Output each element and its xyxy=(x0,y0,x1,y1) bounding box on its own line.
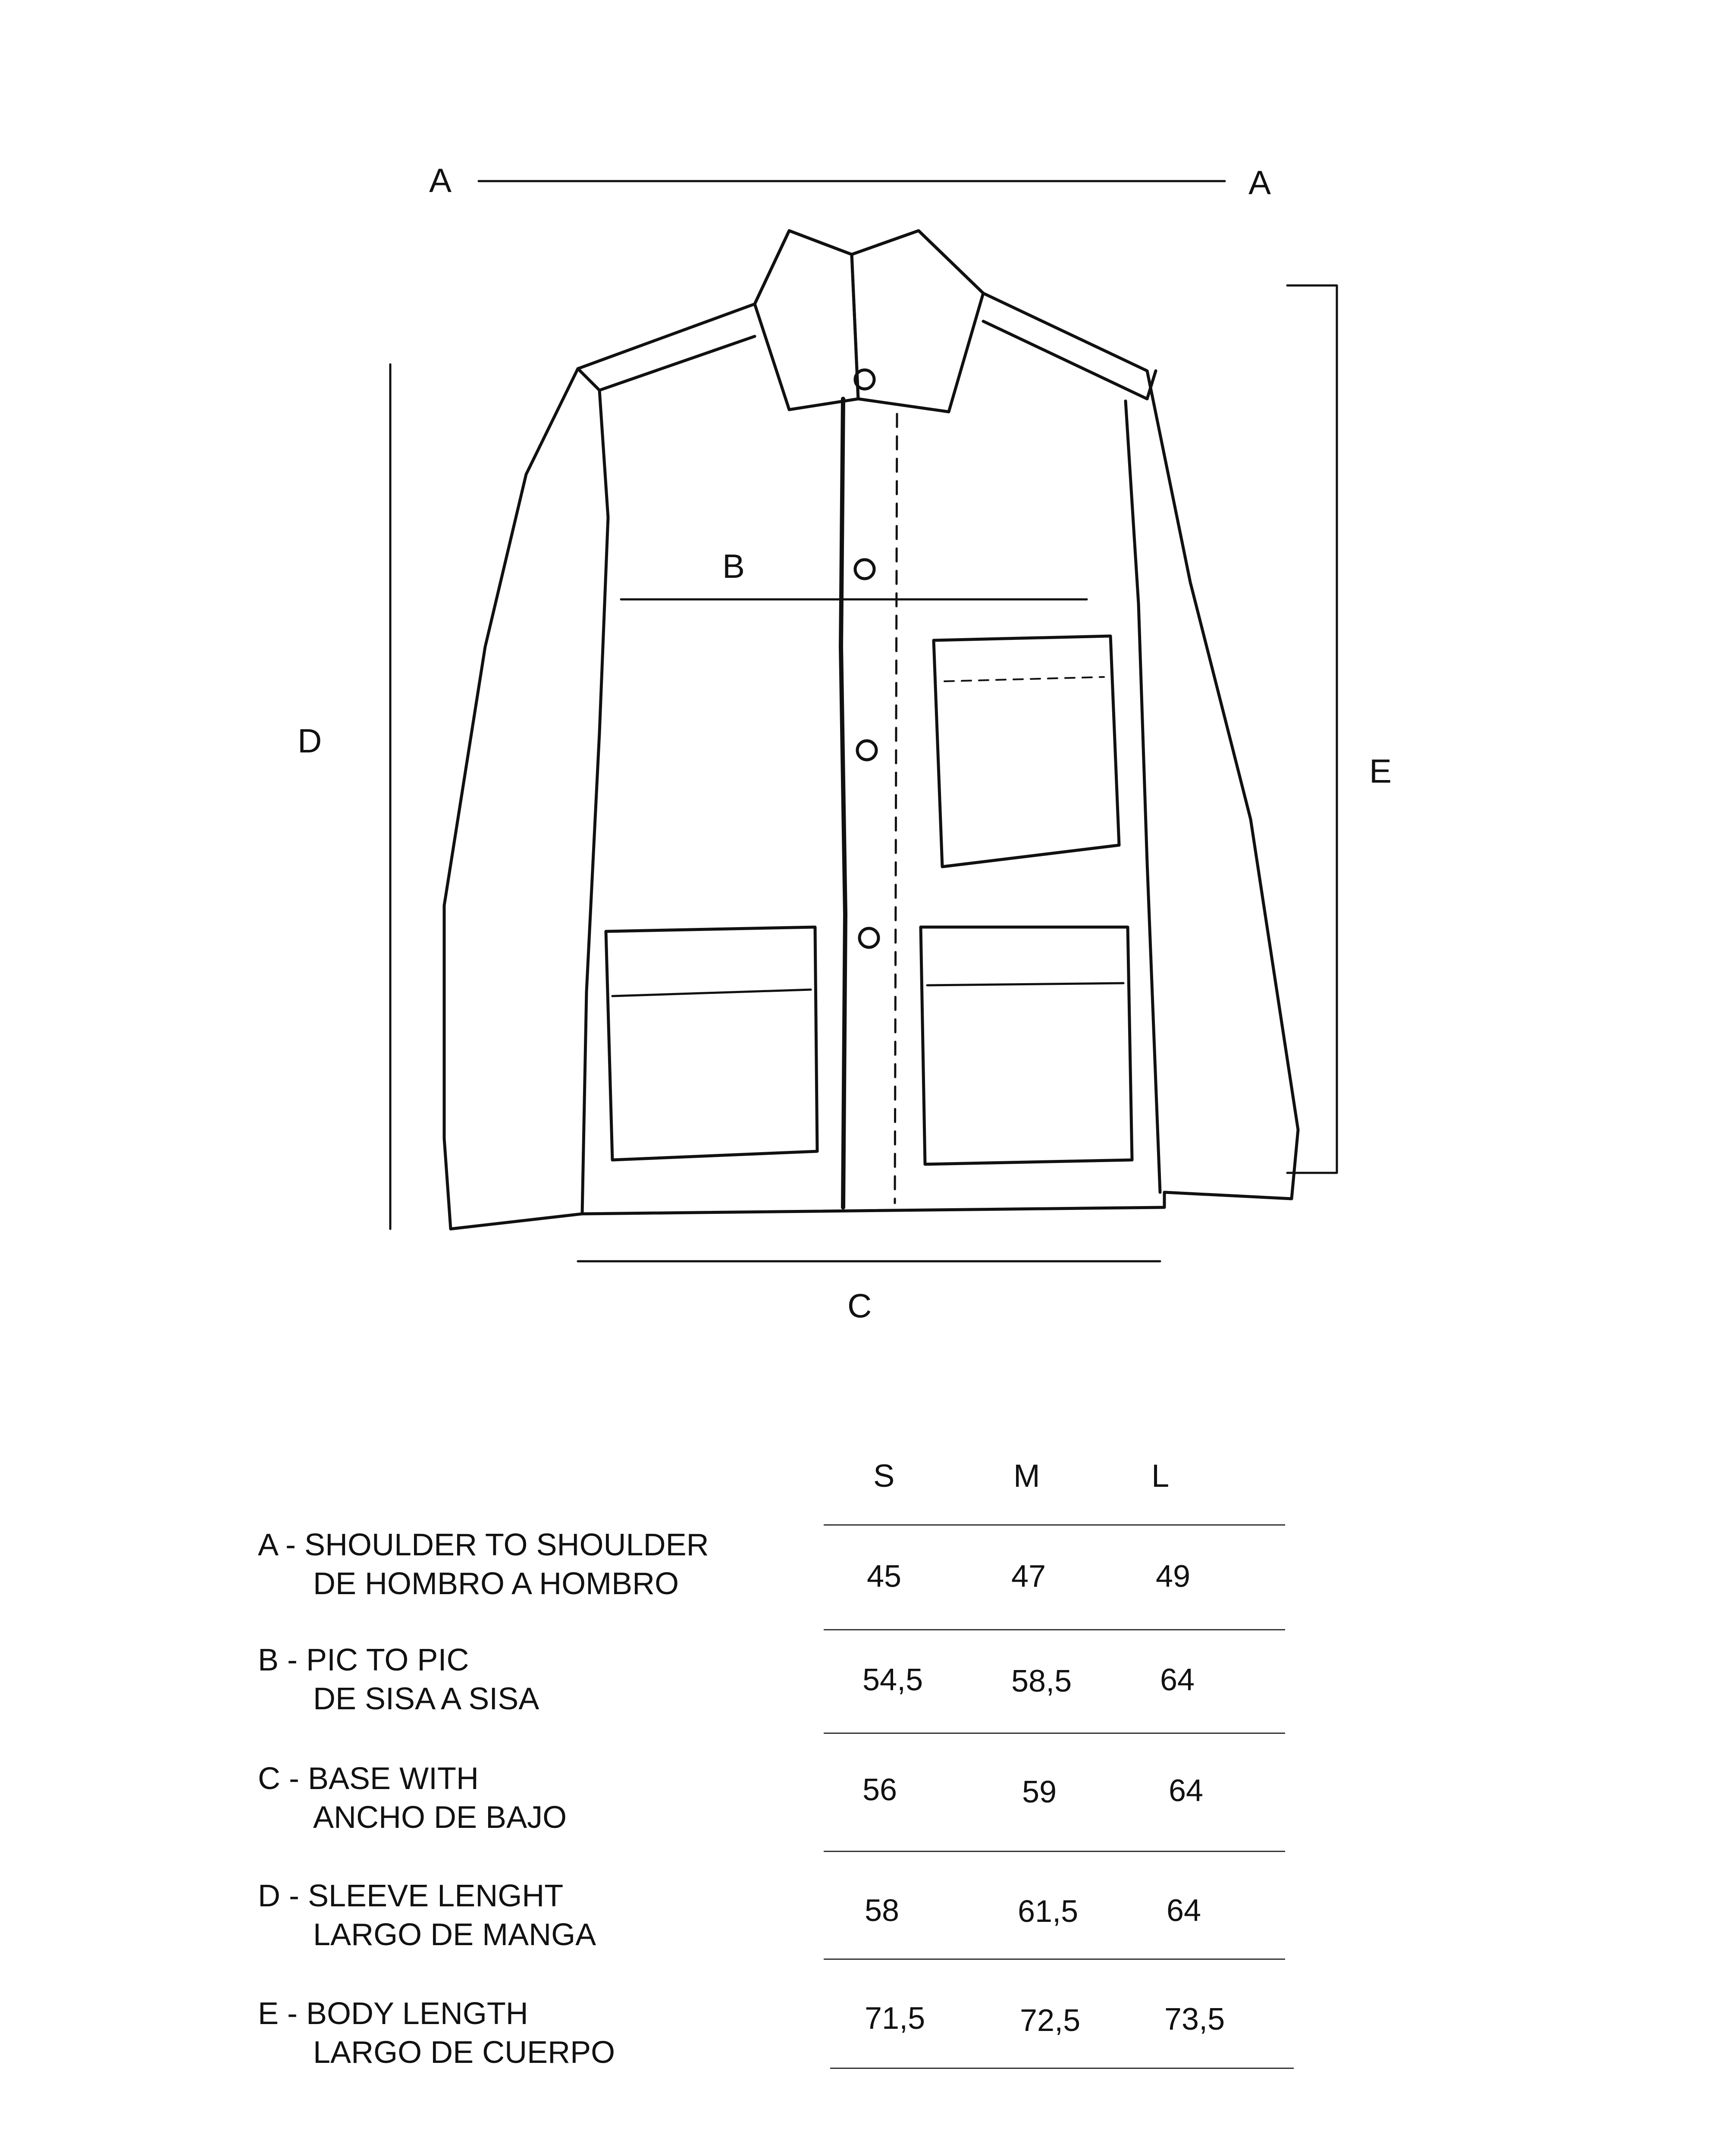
row-label-line1: D - SLEEVE LENGHT xyxy=(258,1879,564,1913)
size-header-s: S xyxy=(873,1458,895,1494)
row-label-line2: LARGO DE CUERPO xyxy=(313,2035,615,2070)
table-row-label xyxy=(258,1877,596,1954)
table-cell: 64 xyxy=(1169,1774,1204,1808)
table-cell: 54,5 xyxy=(862,1663,923,1697)
table-cell: 61,5 xyxy=(1018,1894,1079,1929)
table-cell: 64 xyxy=(1160,1663,1195,1697)
table-cell: 47 xyxy=(1011,1559,1046,1594)
label-c: C xyxy=(847,1287,872,1325)
table-divider xyxy=(824,1524,1285,1526)
table-cell: 64 xyxy=(1167,1893,1201,1928)
table-row-label xyxy=(258,1526,709,1603)
row-label-line1: C - BASE WITH xyxy=(258,1761,479,1796)
table-row-label xyxy=(258,1994,615,2072)
row-label-line2: ANCHO DE BAJO xyxy=(313,1800,567,1835)
table-row-label xyxy=(258,1759,567,1837)
row-label-line2: DE SISA A SISA xyxy=(313,1682,539,1716)
jacket-sketch xyxy=(444,231,1298,1229)
row-label-line1: E - BODY LENGTH xyxy=(258,1996,528,2031)
table-divider xyxy=(824,1959,1285,1960)
row-label-line1: B - PIC TO PIC xyxy=(258,1643,469,1677)
table-cell: 49 xyxy=(1156,1559,1191,1594)
label-b: B xyxy=(722,547,745,585)
table-divider xyxy=(824,1851,1285,1852)
table-cell: 58,5 xyxy=(1011,1664,1072,1698)
table-divider xyxy=(830,2068,1294,2069)
row-label-line1: A - SHOULDER TO SHOULDER xyxy=(258,1528,709,1562)
table-cell: 73,5 xyxy=(1164,2002,1225,2037)
label-a-left: A xyxy=(429,161,452,199)
table-cell: 45 xyxy=(867,1559,902,1594)
table-row-label xyxy=(258,1641,539,1718)
table-cell: 56 xyxy=(862,1773,897,1807)
table-cell: 59 xyxy=(1022,1775,1057,1809)
row-label-line2: LARGO DE MANGA xyxy=(313,1918,596,1952)
label-a-right: A xyxy=(1248,163,1271,201)
table-cell: 72,5 xyxy=(1020,2003,1081,2038)
table-cell: 71,5 xyxy=(865,2001,925,2036)
label-e: E xyxy=(1369,752,1392,790)
table-cell: 58 xyxy=(865,1893,900,1928)
size-header-l: L xyxy=(1151,1458,1170,1494)
table-divider xyxy=(824,1629,1285,1630)
row-label-line2: DE HOMBRO A HOMBRO xyxy=(313,1567,679,1601)
table-divider xyxy=(824,1733,1285,1734)
label-d: D xyxy=(298,722,322,760)
size-header-m: M xyxy=(1013,1458,1040,1494)
measure-line-e xyxy=(1287,285,1337,1173)
